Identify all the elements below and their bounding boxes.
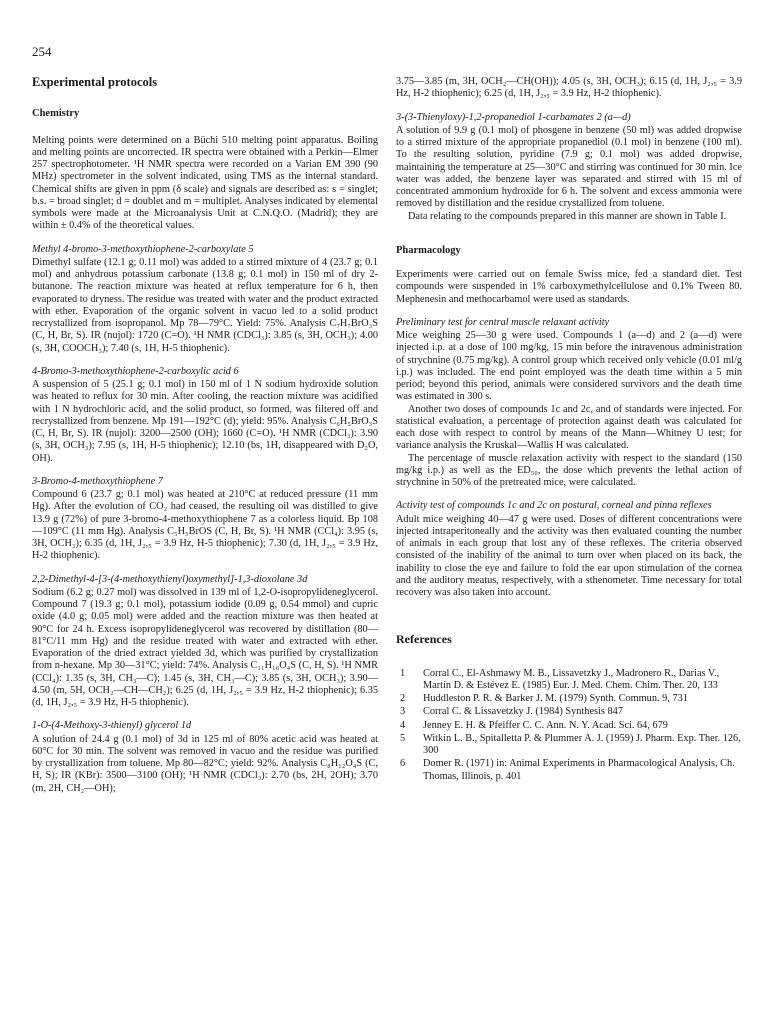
reference-item (396, 706, 742, 718)
reference-text: Jenney E. H. & Pfeiffer C. C. Ann. N. Y. Acad. Sci. 64, 679 (423, 719, 668, 731)
reference-item (396, 668, 742, 693)
reference-item (396, 733, 742, 758)
compound-1d-continued: 3.75—3.85 (m, 3H, OCH₂—CH(OH)); 4.05 (s, 3H, OCH₃); 6.15 (d, 1H, J₂,₅ = 3.9 Hz, H-2 thiophenic); 6.25 (d, 1H, J₂,₅ = 3.9 Hz, H-2 thiophenic). (396, 76, 742, 100)
section-title: Experimental protocols (32, 75, 158, 89)
activity-test-heading: Activity test of compounds 1c and 2c on postural, corneal and pinna reflexes (396, 500, 712, 512)
reference-number: 2 (400, 693, 406, 704)
compound-2-paragraph-2: Data relating to the compounds prepared in this manner are shown in Table I. (408, 210, 727, 222)
reference-text: Huddleston P. R. & Barker J. M. (1979) Synth. Commun. 9, 731 (423, 693, 688, 704)
compound-7-heading: 3-Bromo-4-methoxythiophene 7 (32, 475, 163, 487)
compound-3d-paragraph: Sodium (6.2 g; 0.27 mol) was dissolved in 139 ml of 1,2-O-isopropylideneglycerol. Compound 7 (19.3 g; 0.1 mol), potassium iodide (0.09 g, 0.54 mmol) and cupric oxide (4.0 g; 0.05 mol) were added and the reaction mixture was then heated at 90°C for 24 h. Excess isopropylideneglycerol was recovered by distillation (80—81°C/11 mm Hg) and the residue treated with water and extracted with ether. Evaporation of the dried extract yielded 3d, which was purified by crystallization from n-hexane. Mp 30—31°C; yield: 74%. Analysis C₁₁H₁₆O₄S (C, H, S). ¹H NMR (CCl₄): 1.35 (s, 3H, CH₃—C); 1.45 (s, 3H, CH₃—C); 3.85 (s, 3H, OCH₃); 3.90—4.50 (m, 5H, OCH₂—CH—CH₂); 6.25 (d, 1H, J₂,₅ = 3.9 Hz, H-2 thiophenic); 6.35 (d, 1H, J₂,₅ = 3.9 Hz, H-5 thiophenic). (32, 586, 378, 708)
reference-number: 1 (400, 667, 406, 679)
preliminary-test-paragraph-2: Another two doses of compounds 1c and 2c, and of standards were injected. For statistical evaluation, a percentage of protection against death was calculated for each dose with respect to control by means of the Mann—Whitney U test; for variance analysis the Kruskal—Wallis H was calculated. (396, 403, 742, 452)
chemistry-heading: Chemistry (32, 108, 80, 120)
compound-1d-heading: 1-O-(4-Methoxy-3-thienyl) glycerol 1d (32, 720, 192, 732)
preliminary-test-paragraph-3: The percentage of muscle relaxation activity with respect to the standard (150 mg/kg i.p.) as well as the ED₅₀, the dose which prevents the lethal action of strychnine in 50% of the pretreated mice, were calculated. (396, 452, 742, 488)
compound-3d-heading: 2,2-Dimethyl-4-[3-(4-methoxythienyl)oxymethyl]-1,3-dioxolane 3d (32, 573, 308, 585)
reference-item (396, 758, 742, 783)
chemistry-paragraph: Melting points were determined on a Büchi 510 melting point apparatus. Boiling and melting points are uncorrected. IR spectra were obtained with a Perkin—Elmer 257 spectrophotometer. ¹H NMR spectra were recorded on a Varian EM 390 (90 MHz) spectrometer in the solvent indicated, using TMS as the internal standard. Chemical shifts are given in ppm (δ scale) and signals are described as: s = singlet; b.s. = broad singlet; d = doublet and m = multiplet. Analyses indicated by elemental symbols were made at the Microanalysis Unit at C.N.Q.O. (Madrid); they are within ± 0.4% of the theoretical values. (32, 134, 378, 232)
reference-number: 5 (400, 732, 406, 744)
right-column (396, 76, 742, 784)
activity-test-paragraph: Adult mice weighing 40—47 g were used. Doses of different concentrations were injected intraperitoneally and the activity was then evaluated counting the number of animals in each group that lost any of these reflexes. The criteria observed consisted of the inability of the animal to turn over when placed on its back, the inability to close the eye and failure to fold the ear upon stimulation of the cornea and the auditory meatus, respectively, with a sthenometer. Time necessary for total recovery was also taken into account. (396, 513, 742, 598)
compound-5-paragraph: Dimethyl sulfate (12.1 g; 0.11 mol) was added to a stirred mixture of 4 (23.7 g; 0.1 mol) and anhydrous potassium carbonate (13.8 g; 0.1 mol) in 150 ml of dry 2-butanone. The reaction mixture was heated at reflux temperature for 6 h, then evaporated to dryness. The residue was treated with water and the product extracted with ether. Evaporation of the organic solvent in vacuo led to a solid product recrystallized from isopropanol. Mp 78—79°C. Yield: 75%. Analysis C₇H₇BrO₃S (C, H, Br, S). IR (nujol): 1720 (C=O). ¹H NMR (CDCl₃): 3.85 (s, 3H, OCH₃); 4.00 (s, 3H, COOCH₃); 7.40 (s, 1H, H-5 thiophenic). (32, 256, 378, 354)
references-heading: References (396, 632, 452, 647)
left-column (32, 76, 378, 795)
references-list (396, 668, 742, 783)
compound-2-heading: 3-(3-Thienyloxy)-1,2-propanediol 1-carbamates 2 (a—d) (396, 111, 631, 123)
compound-6-heading: 4-Bromo-3-methoxythiophene-2-carboxylic acid 6 (32, 365, 239, 377)
pharmacology-paragraph: Experiments were carried out on female Swiss mice, fed a standard diet. Test compounds were suspended in 1% carboxymethylcellulose and 0.1% Tween 80. Mephenesin and methocarbamol were used as standards. (396, 269, 742, 305)
page-number: 254 (32, 44, 52, 59)
reference-number: 3 (400, 706, 406, 718)
reference-text: Corral C. & Lissavetzky J. (1984) Synthesis 847 (423, 706, 623, 718)
compound-1d-paragraph: A solution of 24.4 g (0.1 mol) of 3d in 125 ml of 80% acetic acid was heated at 60°C for 30 min. The solvent was removed in vacuo and the residue was purified by crystallization from toluene. Mp 80—82°C; yield: 92%. Analysis C₈H₁₂O₄S (C, H, S); IR (KBr): 3500—3100 (OH); ¹H NMR (CDCl₃): 2.70 (bs, 2H, 2OH); 3.70 (m, 2H, CH₂—OH); (32, 733, 378, 794)
compound-2-paragraph: A solution of 9.9 g (0.1 mol) of phosgene in benzene (50 ml) was added dropwise to a stirred mixture of the appropriate propanediol (0.1 mol) in benzene (100 ml). To the resulting solution, pyridine (7.9 g; 0.1 mol) was added dropwise, maintaining the temperature at 25—30°C and stirring was continued for 30 min. Ice water was added, the benzene layer was separated and stirred with 15 ml of concentrated ammonium hydroxide for 6 h. The solvent and excess ammonia were removed by distillation and the residue crystallized from toluene. (396, 124, 742, 210)
reference-number: 4 (400, 719, 406, 731)
preliminary-test-paragraph: Mice weighing 25—30 g were used. Compounds 1 (a—d) and 2 (a—d) were injected i.p. at a dose of 100 mg/kg, 15 min before the intravenous administration of strychnine (0.75 mg/kg). A control group which received only vehicle (0.01 ml/g i.p.) was included. The end point employed was the death time within a 5 min period; beyond this period, animals were considered survivors and the death time was estimated in 300 s. (396, 330, 742, 403)
compound-5-heading: Methyl 4-bromo-3-methoxythiophene-2-carboxylate 5 (32, 243, 254, 255)
reference-text: Corral C., El-Ashmawy M. B., Lissavetzky J., Madronero R., Darias V., Martín D. & Estévez E. (1985) Eur. J. Med. Chem. Chim. Ther. 20, 133 (423, 667, 720, 691)
compound-6-paragraph: A suspension of 5 (25.1 g; 0.1 mol) in 150 ml of 1 N sodium hydroxide solution was heated to reflux for 30 min. After cooling, the reaction mixture was acidified with 1 N hydrochloric acid, and the solid product, so formed, was filtered off and recrystallized from benzene. Mp 191—192°C (d); yield: 95%. Analysis C₆H₅BrO₃S (C, H, Br, S). IR (nujol): 3200—2500 (OH); 1660 (C=O). ¹H NMR (CDCl₃): 3.90 (s, 3H, OCH₃); 7.95 (s, 1H, H-5 thiophenic); 12.10 (bs, 1H, disappeared with D₂O, OH). (32, 379, 378, 464)
reference-item (396, 720, 742, 732)
reference-item (396, 693, 742, 705)
preliminary-test-heading: Preliminary test for central muscle relaxant activity (396, 316, 610, 328)
pharmacology-heading: Pharmacology (396, 244, 461, 256)
reference-text: Domer R. (1971) in: Animal Experiments in Pharmacological Analysis, Ch. Thomas, Illinois, p. 401 (423, 758, 735, 782)
compound-7-paragraph: Compound 6 (23.7 g; 0.1 mol) was heated at 210°C at reduced pressure (11 mm Hg). After the evolution of CO₂ had ceased, the resulting oil was distilled to give 13.9 g (72%) of pure 3-bromo-4-methoxythiophene 7 as a colorless liquid. Bp 108—109°C (11 mm Hg). Analysis C₅H₅BrOS (C, H, Br, S). ¹H NMR (CCl₄): 3.95 (s, 3H, OCH₃); 6.35 (d, 1H, J₂,₅ = 3.9 Hz, H-5 thiophenic); 7.30 (d, 1H, J₂,₅ = 3.9 Hz, H-2 thiophenic). (32, 489, 378, 562)
reference-text: Witkin L. B., Spitalletta P. & Plummer A. J. (1959) J. Pharm. Exp. Ther. 126, 300 (423, 732, 741, 756)
reference-number: 6 (400, 758, 406, 770)
